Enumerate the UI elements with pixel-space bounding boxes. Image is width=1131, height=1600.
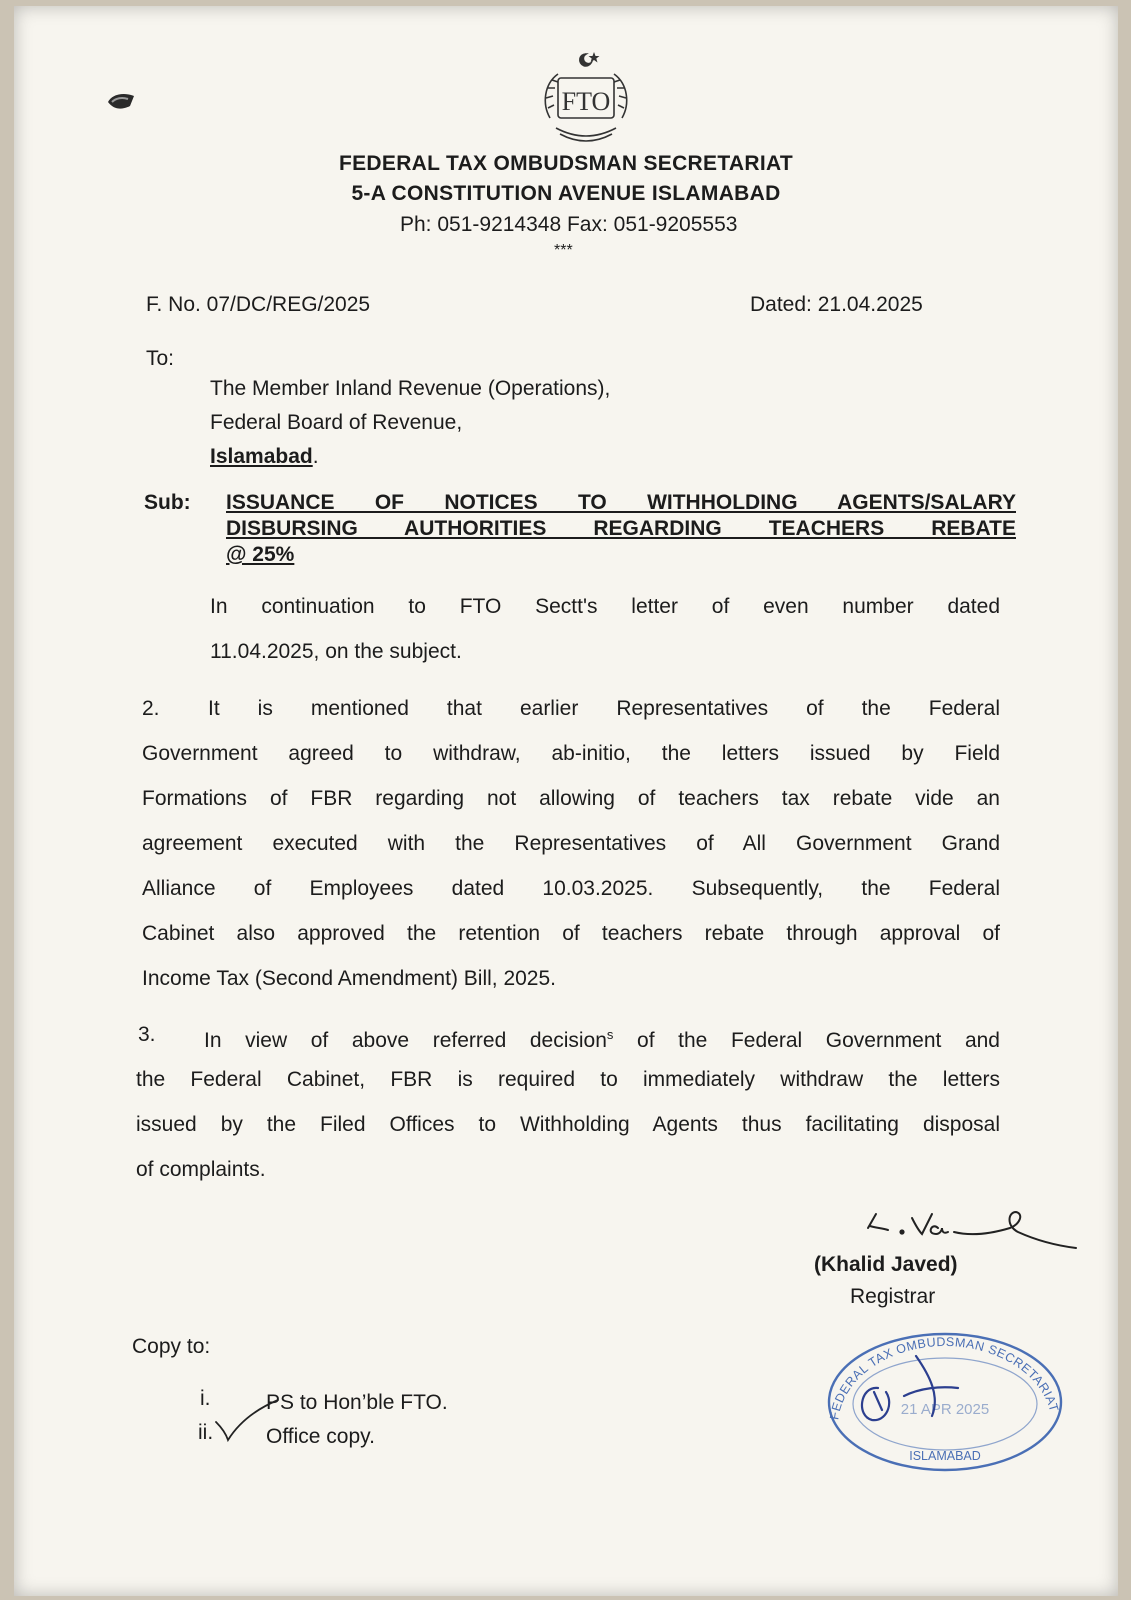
addressee-city: Islamabad <box>210 445 313 468</box>
tick-mark-icon <box>214 1396 284 1446</box>
subject-label: Sub: <box>144 491 191 514</box>
addressee-line-1: The Member Inland Revenue (Operations), <box>210 377 611 400</box>
paragraph-3-line-1-b: of the Federal Government and <box>637 1029 1000 1052</box>
paragraph-3-line-4: of complaints. <box>136 1158 266 1181</box>
addressee-city-suffix: . <box>312 445 319 468</box>
signatory-name: (Khalid Javed) <box>814 1253 958 1276</box>
addressee-city-line <box>210 444 319 470</box>
subject-text <box>226 490 1016 568</box>
paragraph-2-line-4: agreement executed with the Representatives of All Government Grand <box>142 832 1000 855</box>
stamp-date: 21 APR 2025 <box>900 1401 990 1418</box>
paragraph-2-number: 2. <box>142 697 160 720</box>
paragraph-3-first <box>204 1012 1000 1063</box>
paragraph-3-line-1 <box>204 1012 1000 1063</box>
office-stamp <box>820 1326 1070 1476</box>
paragraph-2-body <box>142 731 1000 1001</box>
paragraph-3-line-2: the Federal Cabinet, FBR is required to immediately withdraw the letters <box>136 1068 1000 1091</box>
header-contact: Ph: 051-9214348 Fax: 051-9205553 <box>400 213 738 236</box>
paragraph-1 <box>210 584 1000 674</box>
copy-item-1-number: i. <box>200 1387 211 1410</box>
pin-mark-icon <box>106 88 136 114</box>
fto-logo <box>536 48 636 154</box>
header-line-2: 5-A CONSTITUTION AVENUE ISLAMABAD <box>351 182 781 205</box>
letter-sheet <box>14 6 1118 1596</box>
addressee-line-2: Federal Board of Revenue, <box>210 411 463 434</box>
handwritten-correction: s <box>606 1027 614 1042</box>
stamp-arc-text: FEDERAL TAX OMBUDSMAN SECRETARIAT <box>827 1334 1062 1421</box>
paragraph-2-first <box>208 686 1000 731</box>
paragraph-3-number: 3. <box>138 1023 156 1046</box>
paragraph-2-line-6: Cabinet also approved the retention of teachers rebate through approval of <box>142 922 1000 945</box>
file-number: F. No. 07/DC/REG/2025 <box>146 293 371 316</box>
paragraph-2-line-7: Income Tax (Second Amendment) Bill, 2025. <box>142 967 557 990</box>
paragraph-3-line-1-a: In view of above referred decision <box>204 1029 607 1052</box>
paragraph-1-line-1: In continuation to FTO Sectt's letter of even number dated <box>210 595 1000 618</box>
paragraph-2-line-1: It is mentioned that earlier Representatives of the Federal <box>208 697 1000 720</box>
paragraph-3-line-3: issued by the Filed Offices to Withholding Agents thus facilitating disposal <box>136 1113 1000 1136</box>
subject-line-1: ISSUANCE OF NOTICES TO WITHHOLDING AGENTS/SALARY <box>226 491 1016 514</box>
paragraph-2-line-2: Government agreed to withdraw, ab-initio, the letters issued by Field <box>142 742 1000 765</box>
copy-item-2-number: ii. <box>198 1421 214 1444</box>
paragraph-2-line-3: Formations of FBR regarding not allowing of teachers tax rebate vide an <box>142 787 1000 810</box>
to-label: To: <box>146 347 175 370</box>
copy-item-1-text: PS to Hon’ble FTO. <box>266 1391 448 1414</box>
copy-item-2-text: Office copy. <box>266 1425 375 1448</box>
paragraph-3-body <box>136 1057 1000 1192</box>
logo-text: FTO <box>561 87 611 116</box>
paragraph-1-line-2: 11.04.2025, on the subject. <box>210 640 462 663</box>
signatory-title: Registrar <box>850 1285 936 1308</box>
subject-line-2: DISBURSING AUTHORITIES REGARDING TEACHERS REBATE <box>226 517 1016 540</box>
stamp-city: ISLAMABAD <box>909 1449 981 1463</box>
copy-to-label: Copy to: <box>132 1335 211 1358</box>
header-line-1: FEDERAL TAX OMBUDSMAN SECRETARIAT <box>338 152 793 175</box>
letter-date: Dated: 21.04.2025 <box>750 293 923 316</box>
subject-line-3: @ 25% <box>226 543 295 566</box>
header-stars: *** <box>554 242 573 259</box>
paragraph-2-line-5: Alliance of Employees dated 10.03.2025. Subsequently, the Federal <box>142 877 1000 900</box>
